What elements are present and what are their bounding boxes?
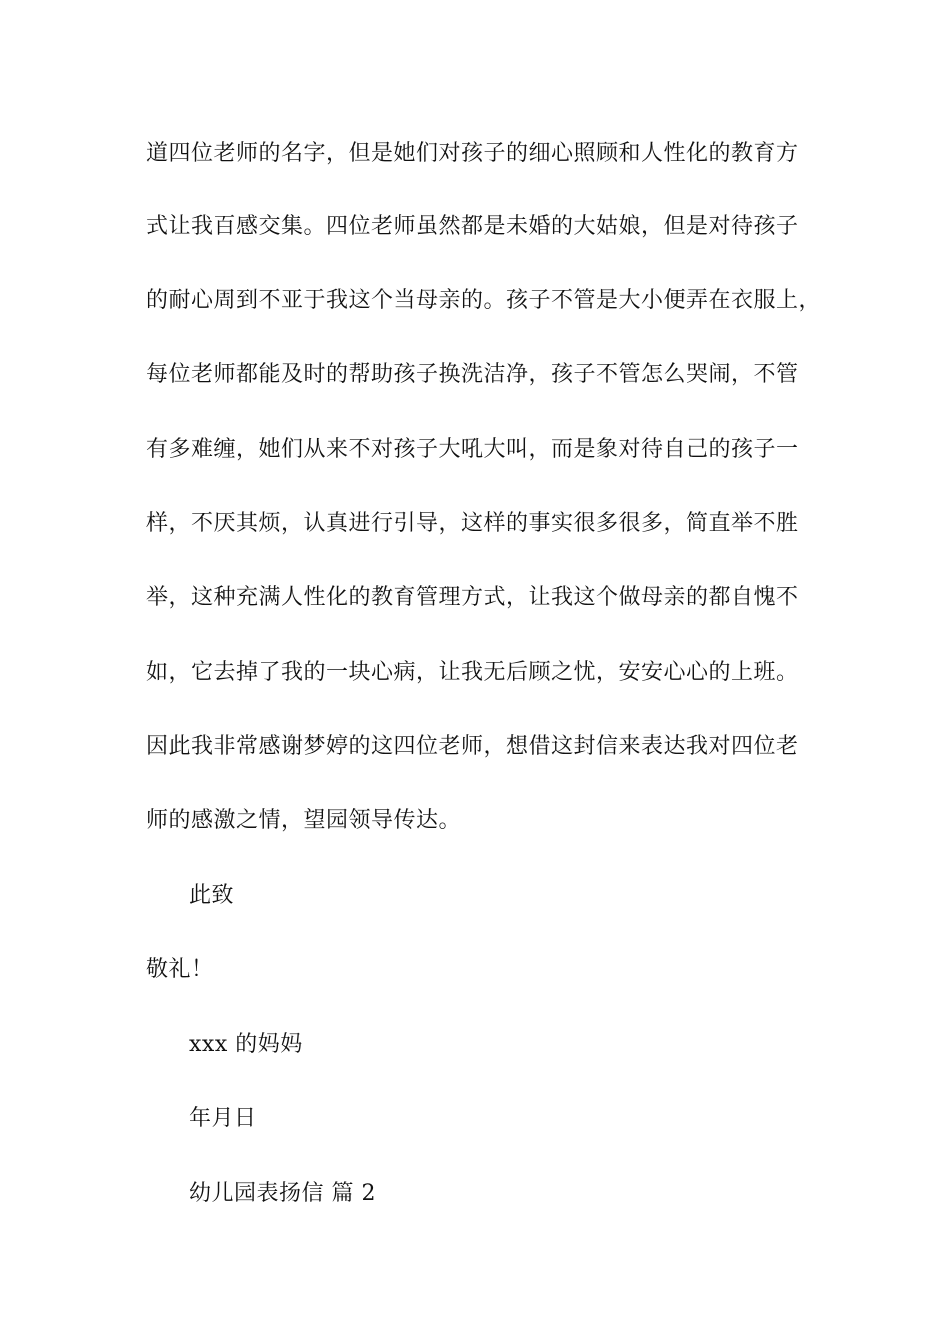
closing-respect: 敬礼！	[146, 957, 214, 982]
body-line-7: 举，这种充满人性化的教育管理方式，让我这个做母亲的都自愧不	[146, 585, 799, 610]
body-line-2: 式让我百感交集。四位老师虽然都是未婚的大姑娘，但是对待孩子	[146, 214, 799, 239]
body-line-6: 样，不厌其烦，认真进行引导，这样的事实很多很多，简直举不胜	[146, 511, 799, 536]
body-line-8: 如，它去掉了我的一块心病，让我无后顾之忧，安安心心的上班。	[146, 660, 799, 685]
closing-salutation: 此致	[189, 883, 235, 908]
body-line-1: 道四位老师的名字，但是她们对孩子的细心照顾和人性化的教育方	[146, 141, 799, 166]
body-line-3: 的耐心周到不亚于我这个当母亲的。孩子不管是大小便弄在衣服上，	[146, 288, 822, 313]
body-line-4: 每位老师都能及时的帮助孩子换洗洁净，孩子不管怎么哭闹，不管	[146, 362, 799, 387]
signature: xxx 的妈妈	[189, 1032, 303, 1057]
body-line-10: 师的感激之情，望园领导传达。	[146, 808, 462, 833]
section-title: 幼儿园表扬信 篇 2	[189, 1181, 376, 1206]
body-line-9: 因此我非常感谢梦婷的这四位老师，想借这封信来表达我对四位老	[146, 734, 799, 759]
body-line-5: 有多难缠，她们从来不对孩子大吼大叫，而是象对待自己的孩子一	[146, 437, 799, 462]
date-line: 年月日	[189, 1106, 257, 1131]
